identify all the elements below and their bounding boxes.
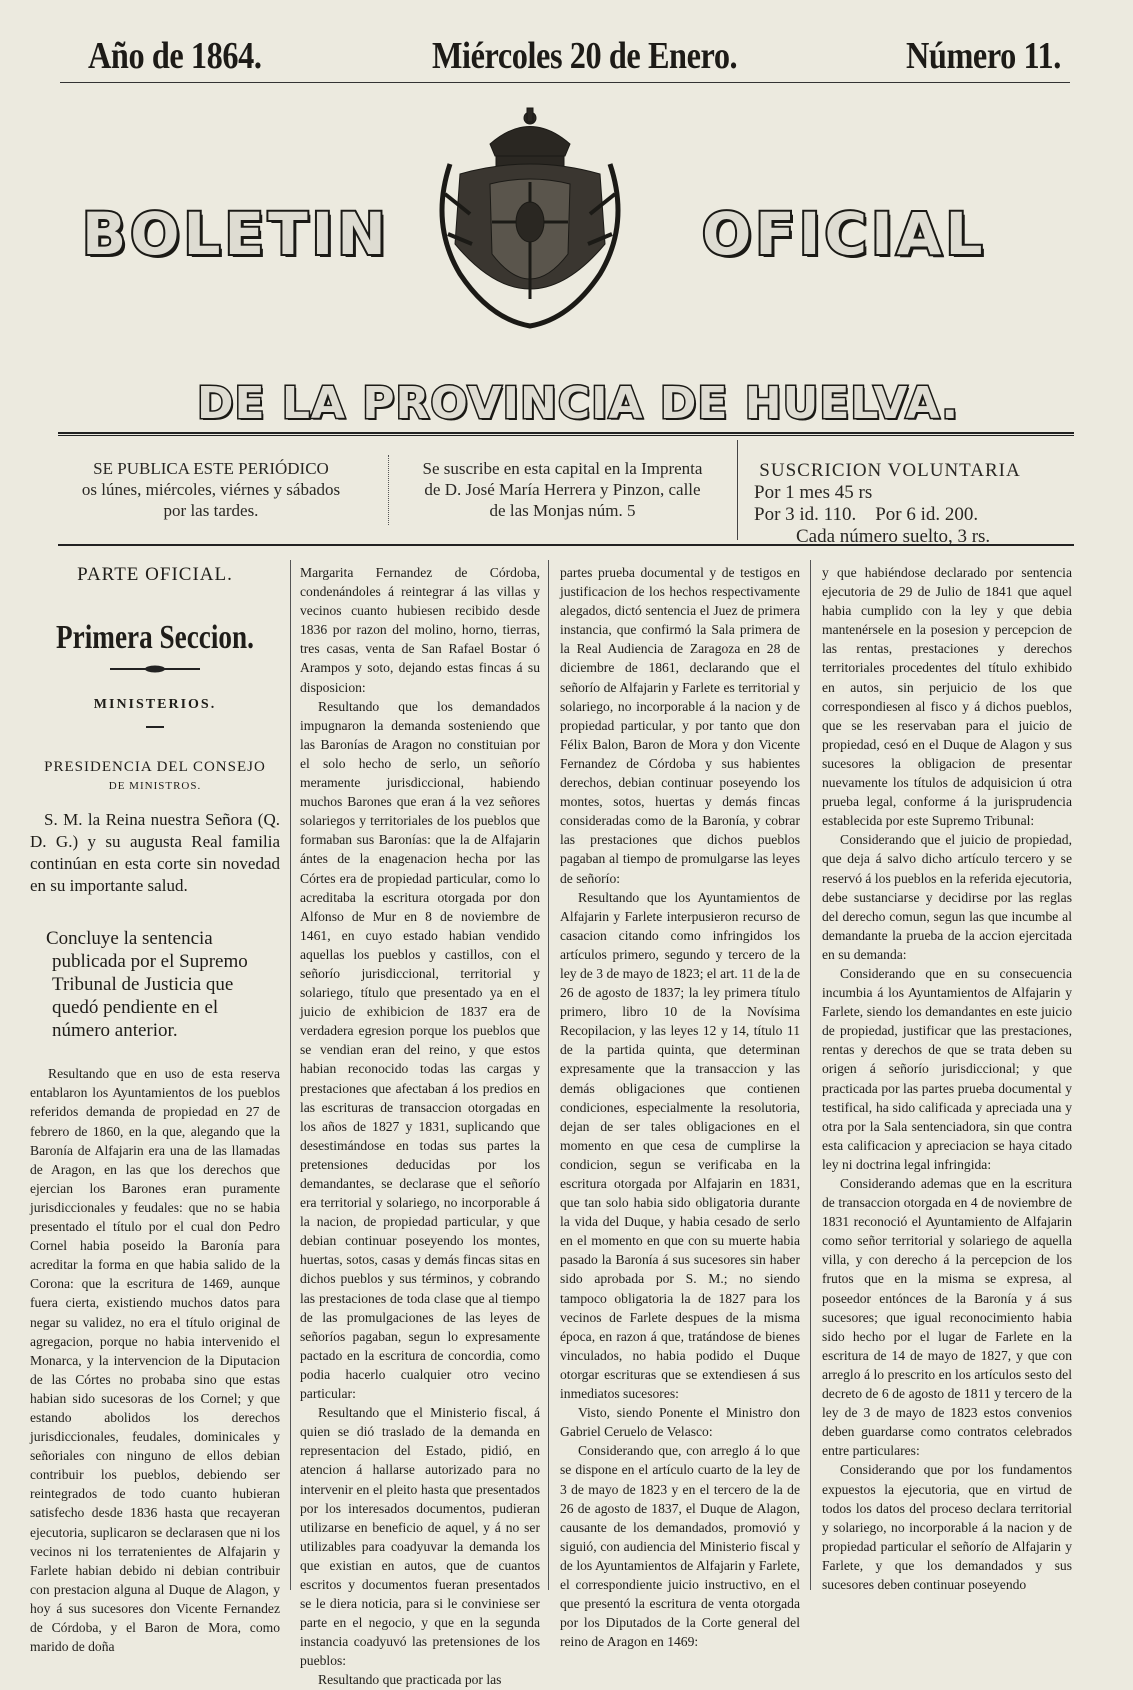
paragraph: Considerando que el juicio de propiedad, que deja á salvo dicho artículo tercero y se reservó á los pueblos en la referida ejecutoria, debe sustanciarse y decidirse por las reglas del derecho comun, segun las que incumbe al demandante la prueba de la accion ejercitada en su demanda: [822,832,1072,962]
single-issue-price: Cada número suelto, 3 rs. [796,526,991,547]
column-3 [560,563,800,1650]
year-label: Año de 1864. [88,35,262,77]
sentence-lead: Concluye la sentencia publicada por el Supremo Tribunal de Justicia que quedó pendiente en el número anterior. [46,928,248,1042]
column-divider-1 [290,560,291,1590]
royal-notice: S. M. la Reina nuestra Señora (Q. D. G.) y su augusta Real familia continúan en esta corte sin novedad en su importante salud. [30,810,280,896]
date-label: Miércoles 20 de Enero. [432,35,738,77]
header-rule-top-thin [58,435,1074,436]
top-rule [60,82,1070,83]
issue-number: Número 11. [906,35,1061,77]
section-parte-oficial: PARTE OFICIAL. [77,564,233,585]
title-right: OFICIAL [702,200,987,268]
subscription-place: Se suscribe en esta capital en la Imprenta de D. José María Herrera y Pinzon, calle de las Monjas núm. 5 [422,459,703,520]
column-divider-3 [810,560,811,1590]
section-primera: Primera Seccion. [56,619,254,657]
section-presidencia: PRESIDENCIA DEL CONSEJO DE MINISTROS. [44,759,266,793]
subtitle: DE LA PROVINCIA DE HUELVA. [196,378,960,429]
paragraph: Considerando que por los fundamentos expuestos la ejecutoria, que en virtud de todos los datos del proceso declara territorial y solariego, no incorporable á la nacion y de propiedad particular el señorío de Alfajarin y Farlete, y que los demandados y sus sucesores deben continuar poseyendo [822,1462,1072,1592]
paragraph: y que habiéndose declarado por sentencia ejecutoria de 29 de Julio de 1841 que aquel habia cumplido con la ley y que debia mantenérsele en la posesion y percepcion de las rentas, prestaciones y derechos territoriales procedentes del título exhibido en autos, sin perjuicio de los que correspondiesen al fisco y á dichos pueblos, que se les reservaban para el juicio de propiedad, cesó en el Duque de Alagon y sus sucesores la obligacion de presentar nuevamente los títulos de adquisicion ú otra prueba legal, conforme á la jurisprudencia establecida por este Supremo Tribunal: [822,565,1072,829]
column-1 [30,563,280,1655]
paragraph: Resultando que los demandados impugnaron la demanda sosteniendo que las Baronías de Aragon no constituian por el solo hecho de serlo, un señorío meramente jurisdiccional, habiendo muchos Barones que eran á la vez señores solariegos y territoriales de los pueblos que formaban sus Baronías: que la de Alfajarin ántes de la enagenacion hecha por las Córtes era de propiedad particular, como lo acreditaba la escritura otorgada por don Alfonso de Mur en 8 de noviembre de 1461, en cuyo estado habian vendido aquellas los pueblos y castillos, con el señorío jurisdiccional, territorial y solariego, título que presentado ya en el juicio de exhibicion de 1837 era de verdadera egresion porque los pueblos que se vendian eran del reino, y que estos habian reconocido todas las cargas y prestaciones que afectaban á los predios en las escrituras de transaccion otorgadas en los años de 1827 y 1831, suplicando que desestimándose en todas sus partes la pretensiones deducidas por los demandantes, se declarase que el señorío era territorial y solariego, no incorporable á la nacion, de propiedad particular, y que debian continuar poseyendo los montes, huertas, sotos, casas y demás fincas sitas en dichos pueblos y sus términos, y cobrando las prestaciones de toda clase que al tiempo de las promulgaciones de las leyes de señoríos pagaban, segun lo expresamente pactado en la escritura de concordia, como podia hacerlo cualquier otro vecino particular: [300,698,540,1402]
title-left: BOLETIN [82,200,390,268]
ornament-divider-icon [110,665,200,673]
subscription-title: SUSCRICION VOLUNTARIA [759,460,1021,481]
column-4 [822,563,1072,1593]
paragraph: Resultando que practicada por las [318,1672,502,1688]
header-rule-bottom [58,544,1074,546]
publication-schedule: SE PUBLICA ESTE PERIÓDICO os lúnes, miércoles, viérnes y sábados por las tardes. [81,459,341,520]
price-month: Por 1 mes 45 rs [754,482,873,503]
paragraph: Resultando que el Ministerio fiscal, á quien se dió traslado de la demanda en representacion del Estado, pidió, en atencion á hallarse autorizado para no intervenir en el pleito hasta que presentados por los interesados documentos, pudieran utilizarse en beneficio de aquel, y á no ser utilizables para coadyuvar la demanda los que existian en autos, que de cuantos escritos y documentos fueran presentados se le diera noticia, para si le conviniese ser parte en el negocio, y que en la segunda instancia coadyuvó las pretensiones de los pueblos: [300,1405,540,1669]
paragraph: partes prueba documental y de testigos en justificacion de los hechos respectivamente alegados, dictó sentencia el Juez de primera instancia, que confirmó la Sala primera de la Real Audiencia de Zaragoza en 28 de diciembre de 1861, declarando que el señorío de Alfajarin y Farlete es territorial y solariego, no incorporable á la nacion y de propiedad particular, y por tanto que don Félix Balon, Baron de Mora y don Vicente Fernandez de Córdoba y sus habientes derechos, debian continuar poseyendo los montes, sotos, huertas y demás fincas consideradas como de la Baronía, y cobrar las prestaciones que dichos pueblos pagaban al tiempo de promulgarse las leyes de señorío: [560,565,800,886]
paragraph: Considerando que, con arreglo á lo que se dispone en el artículo cuarto de la ley de 3 de mayo de 1823 y en el tercero de la de 26 de agosto de 1837, el Duque de Alagon, causante de los demandados, promovió y siguió, con audiencia del Ministerio fiscal y de los Ayuntamientos de Alfajarin y Farlete, el correspondiente juicio instructivo, en el que presentó la escritura de venta otorgada por los Diputados de la Corte general del reino de Aragon en 1469: [560,1443,800,1650]
paragraph: Resultando que en uso de esta reserva entablaron los Ayuntamientos de los pueblos referidos demanda de propiedad en 27 de febrero de 1860, en la que, alegando que la Baronía de Alfajarin era una de las llamadas de Aragon, en las que los derechos que ejercian los Barones eran puramente jurisdiccionales y feudales: que no se habia presentado el título por el cual don Pedro Cornel habia poseido la Baronía para acreditar la forma en que habia salido de la Corona: que la escritura de 1469, aunque fuera cierta, existiendo muchos datos para negar su validez, no era el título original de agregacion, porque no habia intervenido el Monarca, y la intervencion de la Diputacion de las Córtes no probaba sino que estas habian sido sucesoras de los Cornel; y que estando abolidos los derechos jurisdiccionales, feudales, dominicales y señoriales con ninguno de ellos debian contribuir los pueblos, debiendo ser reintegrados de todo cuanto hubieran satisfecho desde 1836 hasta que recayeran ejecutoria, suplicaron se declarasen que ni los vecinos ni los terratenientes de Alfajarin y Farlete habian debido ni debian contribuir con prestacion alguna al Duque de Alagon, y hoy á sus sucesores don Vicente Fernandez de Córdoba, y el Baron de Mora, como marido de doña [30,1066,280,1655]
paragraph: Considerando ademas que en la escritura de transaccion otorgada en 4 de noviembre de 1831 reconoció el Ayuntamiento de Alfajarin como señor territorial y solariego de aquella villa, y con derecho á la percepcion de los frutos que en la misma se expresa, al poseedor entónces de la Baronía y á sus sucesores; que igual reconocimiento habia sido hecho por el lugar de Farlete en la escritura de 14 de mayo de 1827, y que con arreglo á lo prescrito en los artículos sesto del decreto de 6 de agosto de 1811 y tercero de la ley de 3 de mayo de 1823 estos convenios deben guardarse como contratos celebrados entre particulares: [822,1176,1072,1459]
price-quarter-line: Por 3 id. 110. Por 6 id. 200. [754,504,979,525]
column-2 [300,563,540,1688]
section-ministerios: MINISTERIOS. [93,697,217,713]
masthead-dateline [0,0,1133,100]
info-divider-1 [388,455,389,525]
column-divider-2 [548,560,549,1590]
info-divider-2 [737,440,738,540]
header-rule-top [58,432,1074,434]
paragraph: Considerando que en su consecuencia incumbia á los Ayuntamientos de Alfajarin y Farlete, siendo los demandantes en este juicio de propiedad, justificar que las prestaciones, rentas y derechos de que se trata deben su origen á señorío jurisdiccional; y que practicada por las partes prueba documental y testifical, ha sido calificada y apreciada una y otra por la Sala sentenciadora, sin que contra esta calificacion y apreciacion se haya citado ley ni doctrina legal infringida: [822,965,1072,1172]
subscription-prices [740,460,1040,548]
short-rule [146,726,164,728]
paragraph: Resultando que los Ayuntamientos de Alfajarin y Farlete interpusieron recurso de casacion citando como infringidos los artículos primero, segundo y tercero de la ley de 3 de mayo de 1823; el art. 11 de la de 26 de agosto de 1837; la ley primera título primero, libro 10 de la Novísima Recopilacion, y las leyes 12 y 14, título 11 de la partida quinta, que determinan expresamente que la transaccion y las demás obligaciones que contienen condiciones, especialmente la resolutoria, dejan de ser tales obligaciones en el momento en que cesa de cumplirse la condicion, segun se verificaba en la escritura otorgada por Alfajarin en 1831, que tan solo habia sido obligatoria durante la vida del Duque, y habia cesado de serlo en el momento en que con su muerte habia pasado la Baronía á sus sucesores sin haber sido aprobada por S. M.; no siendo tampoco obligatoria la de 1827 para los vecinos de Farlete despues de la misma época, en razon á que, tratándose de bienes vinculados, no habia podido el Duque otorgar escrituras que se extendiesen á sus inmediatos sucesores: [560,889,800,1402]
paragraph: Visto, siendo Ponente el Ministro don Gabriel Ceruelo de Velasco: [560,1405,800,1440]
paragraph: Margarita Fernandez de Córdoba, condenándoles á reintegrar á las villas y vecinos cuanto hubiesen recibido desde 1836 por razon del molino, horno, tierras, tres casas, venta de San Rafael Bostar ó Arampos y soto, dejando estas fincas á su disposicion: [300,565,540,695]
coat-of-arms-icon [430,104,630,334]
